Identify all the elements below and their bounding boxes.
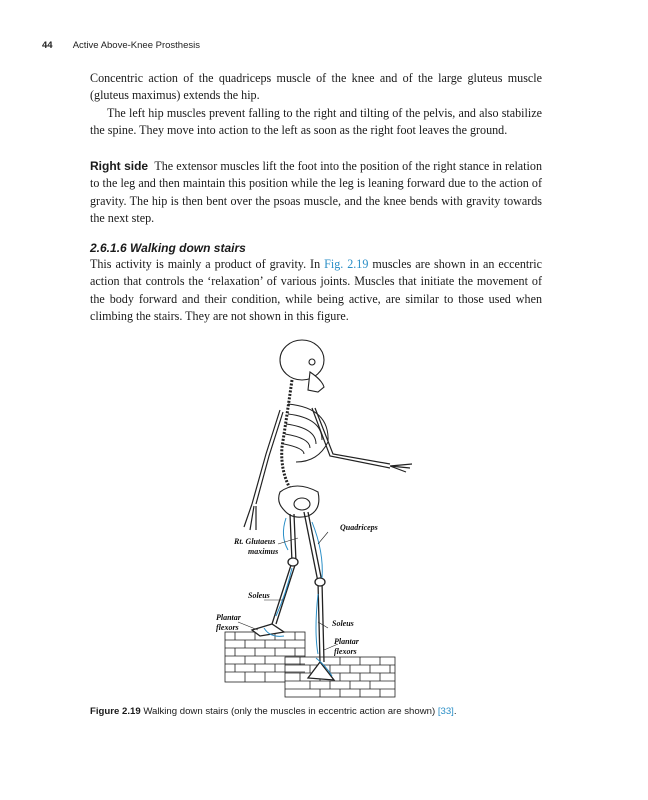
running-title: Active Above-Knee Prosthesis <box>72 40 200 51</box>
right-side-runin: Right side <box>90 159 149 173</box>
caption-reference-link[interactable]: [33] <box>437 706 454 717</box>
pelvis <box>279 486 319 517</box>
skull <box>280 340 324 392</box>
label-quadriceps: Quadriceps <box>340 523 378 532</box>
label-plantar-left-1: Plantar <box>216 613 241 622</box>
left-leg <box>252 514 298 636</box>
paragraph-4 <box>90 256 542 326</box>
label-plantar-right-1: Plantar <box>334 637 359 646</box>
right-arm <box>312 408 412 472</box>
section-heading: 2.6.1.6 Walking down stairs <box>90 241 246 255</box>
figure-link[interactable]: Fig. 2.19 <box>324 257 369 271</box>
running-header <box>42 40 200 51</box>
paragraph-4-before: This activity is mainly a product of gravity. In <box>90 257 325 271</box>
figure-caption <box>90 706 457 717</box>
caption-text: Walking down stairs (only the muscles in eccentric action are shown) <box>140 706 438 717</box>
label-soleus-left: Soleus <box>248 591 270 600</box>
caption-label: Figure 2.19 <box>90 706 141 717</box>
paragraph-2 <box>90 105 542 140</box>
right-leg <box>304 512 334 680</box>
paragraph-3-text: The extensor muscles lift the foot into the position of the right stance in relation to the leg and then maintain this position while the leg is leaning forward due to the action of gravity. The hip is then bent over the psoas muscle, and the knee bends with gravity towards the next step. <box>90 159 542 226</box>
caption-end: . <box>453 706 457 717</box>
spine <box>282 380 292 492</box>
page-number: 44 <box>42 40 53 51</box>
label-glutaeus-1: Rt. Glutaeus <box>234 537 276 546</box>
label-soleus-right: Soleus <box>332 619 354 628</box>
label-plantar-left-2: flexors <box>216 623 239 632</box>
paragraph-2-text: The left hip muscles prevent falling to the right and tilting of the pelvis, and also stabilize the spine. They move into action to the left as soon as the right foot leaves the ground. <box>90 106 542 138</box>
skeleton-illustration <box>200 332 430 702</box>
label-plantar-right-2: flexors <box>334 647 357 656</box>
paragraph-3 <box>90 158 542 228</box>
stairs <box>225 632 395 697</box>
left-arm <box>244 410 283 530</box>
paragraph-4-after: muscles are shown in an eccentric action that controls the ‘relaxation’ of various joints. Muscles that initiate the movement of the body forward and their condition, while being active, are similar to those used when climbing the stairs. They are not shown in this figure. <box>90 257 542 324</box>
paragraph-1 <box>90 70 542 105</box>
skeleton-figure <box>200 332 430 702</box>
label-glutaeus-2: maximus <box>248 547 279 556</box>
paragraph-1-text: Concentric action of the quadriceps muscle of the knee and of the large gluteus muscle (gluteus maximus) extends the hip. <box>90 71 542 103</box>
